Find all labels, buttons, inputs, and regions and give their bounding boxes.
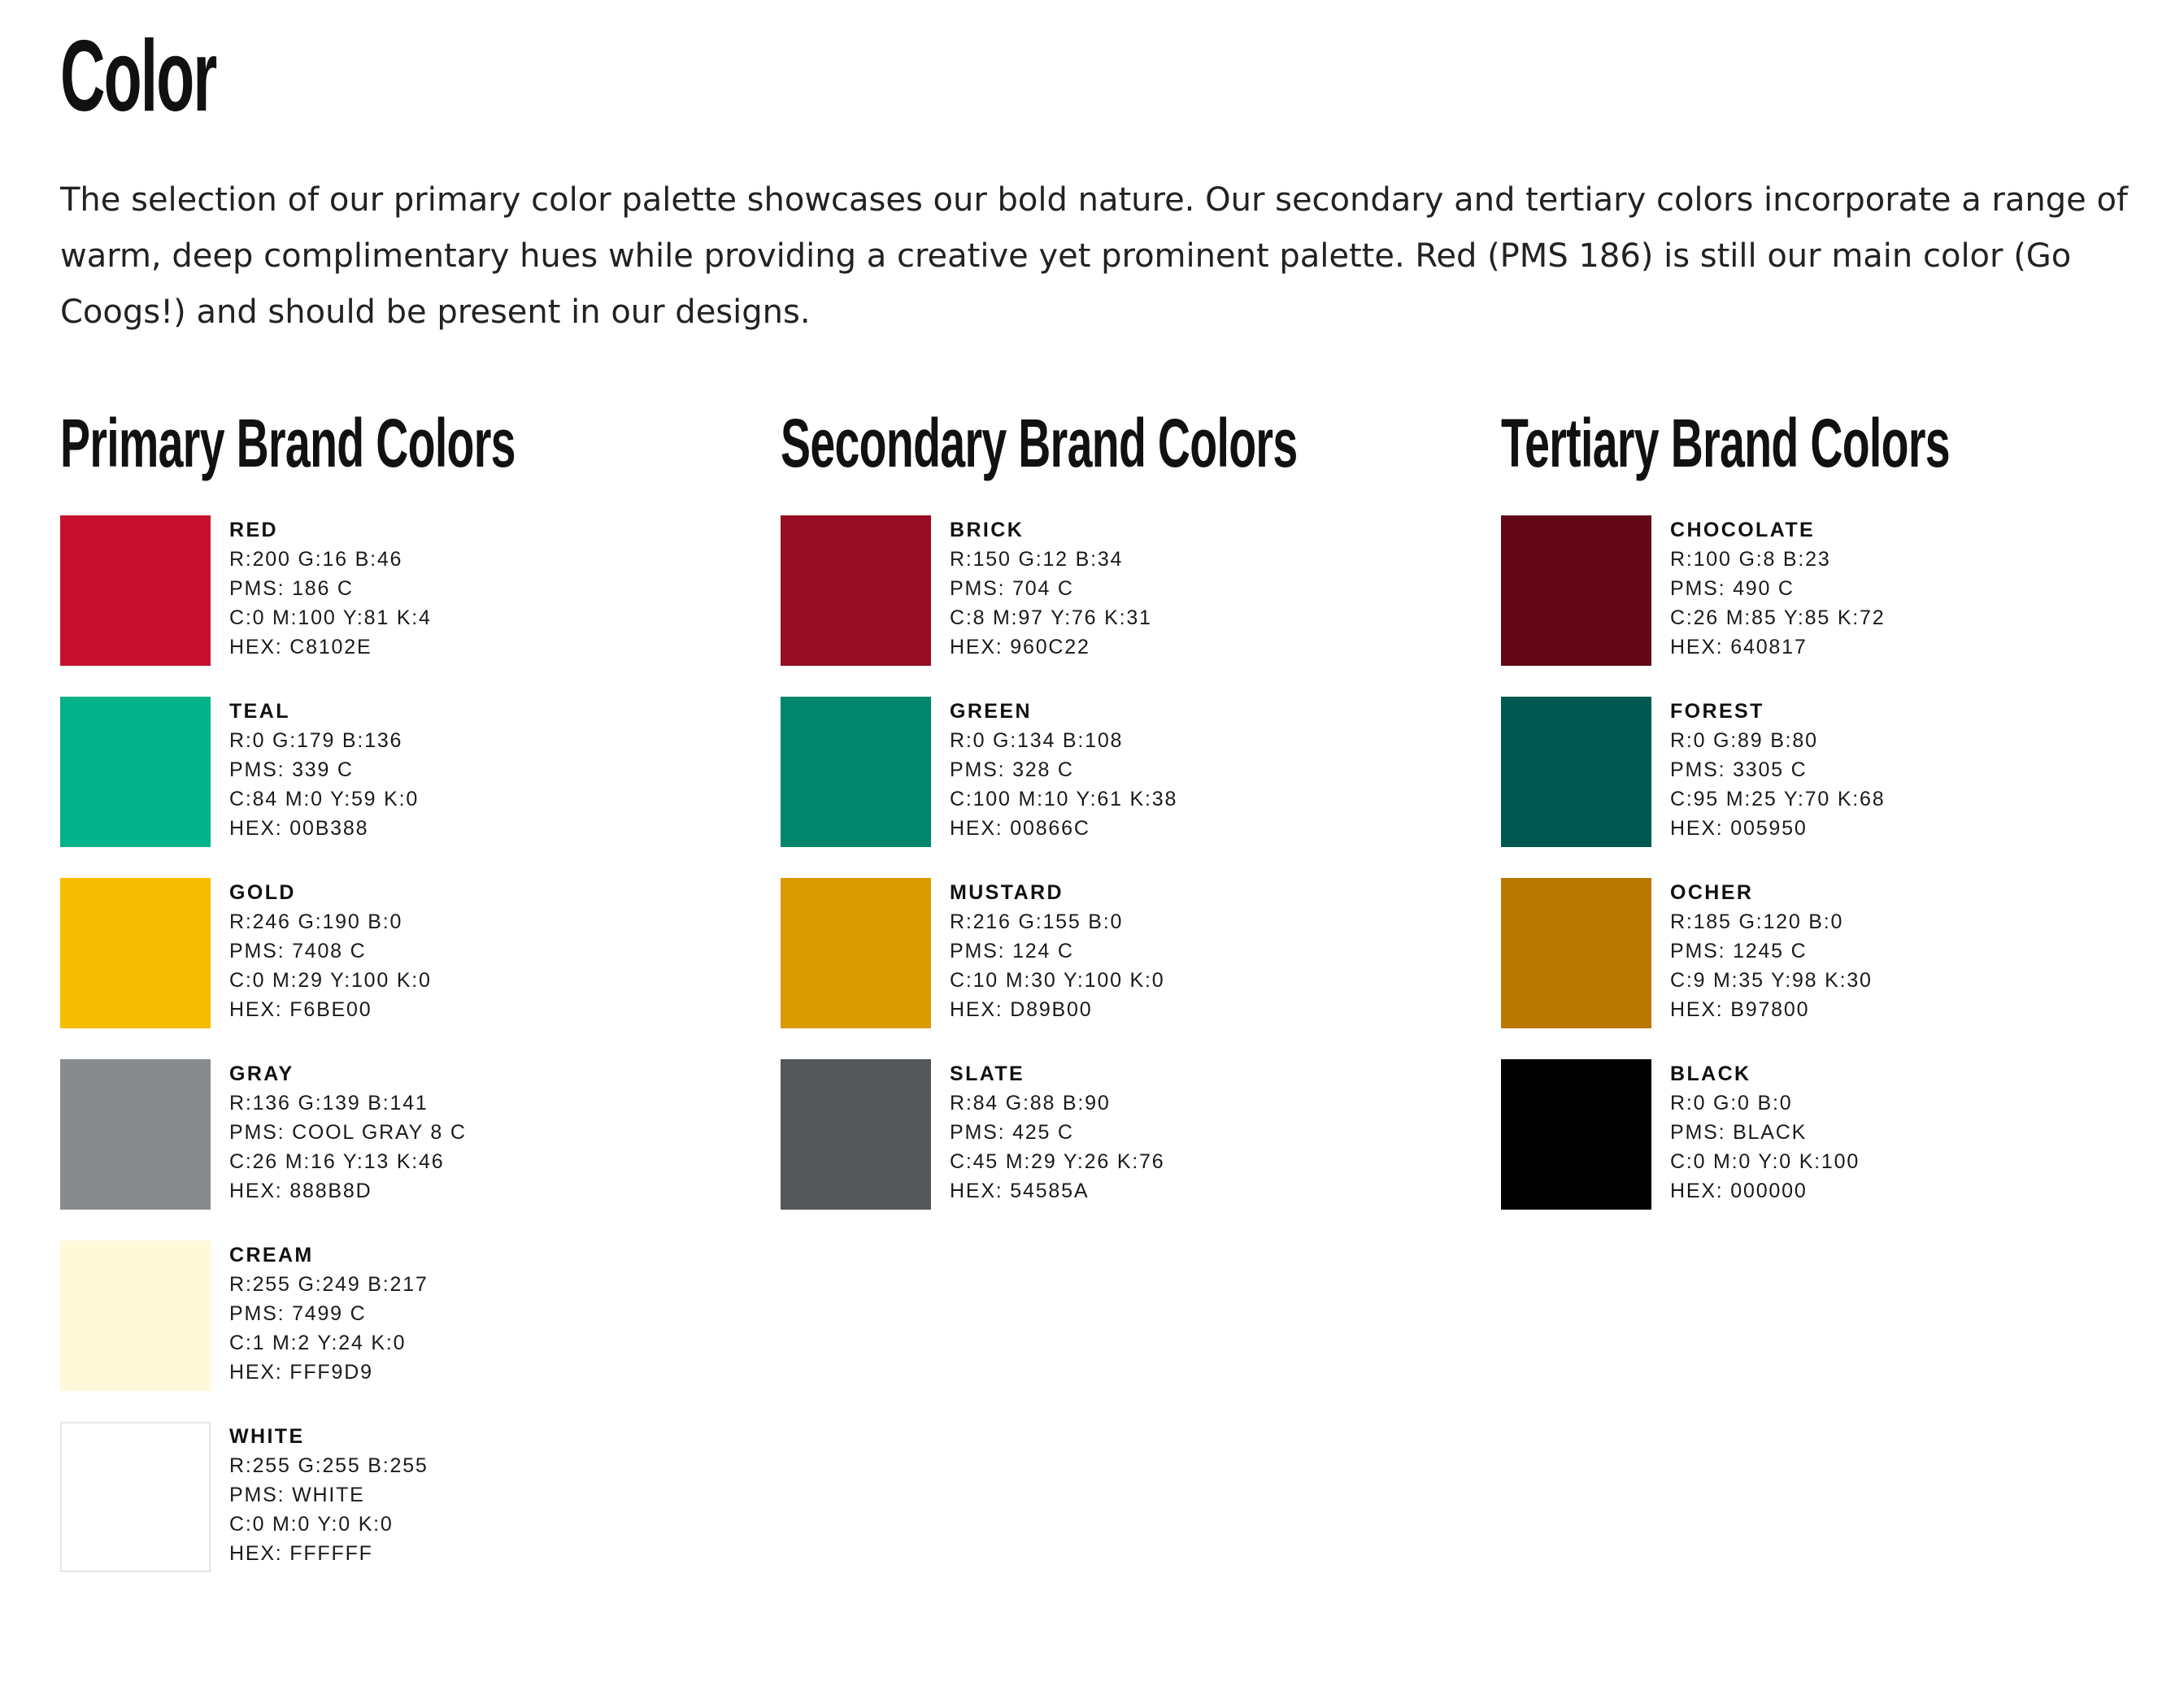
- color-hex: HEX: B97800: [1670, 998, 1810, 1021]
- color-rgb: R:0 G:179 B:136: [229, 729, 403, 752]
- color-info-ocher: [1670, 878, 1873, 1024]
- color-hex: HEX: F6BE00: [229, 998, 372, 1021]
- swatch-green: [781, 697, 931, 847]
- color-cmyk: C:100 M:10 Y:61 K:38: [950, 788, 1178, 810]
- color-cmyk: C:0 M:100 Y:81 K:4: [229, 606, 432, 629]
- color-rgb: R:150 G:12 B:34: [950, 548, 1124, 571]
- color-cmyk: C:45 M:29 Y:26 K:76: [950, 1150, 1165, 1173]
- color-name: FOREST: [1670, 700, 1764, 723]
- color-name: GREEN: [950, 700, 1032, 723]
- color-name: BRICK: [950, 519, 1025, 541]
- color-cmyk: C:8 M:97 Y:76 K:31: [950, 606, 1152, 629]
- swatch-black: [1501, 1059, 1651, 1210]
- color-cmyk: C:0 M:29 Y:100 K:0: [229, 969, 432, 992]
- color-rgb: R:0 G:89 B:80: [1670, 729, 1818, 752]
- color-entry-gold: [60, 878, 776, 1028]
- color-pms: PMS: COOL GRAY 8 C: [229, 1121, 467, 1144]
- color-info-black: [1670, 1059, 1860, 1206]
- color-entry-black: [1501, 1059, 2184, 1210]
- color-hex: HEX: 54585A: [950, 1180, 1090, 1202]
- color-cmyk: C:84 M:0 Y:59 K:0: [229, 788, 420, 810]
- color-cmyk: C:0 M:0 Y:0 K:0: [229, 1513, 394, 1536]
- color-hex: HEX: D89B00: [950, 998, 1093, 1021]
- color-cmyk: C:10 M:30 Y:100 K:0: [950, 969, 1165, 992]
- color-entry-cream: [60, 1241, 776, 1391]
- primary-swatch-list: [60, 515, 776, 1603]
- color-name: TEAL: [229, 700, 290, 723]
- color-cmyk: C:1 M:2 Y:24 K:0: [229, 1332, 407, 1354]
- color-name: WHITE: [229, 1425, 305, 1448]
- color-info-gold: [229, 878, 432, 1024]
- color-name: BLACK: [1670, 1062, 1751, 1085]
- color-cmyk: C:95 M:25 Y:70 K:68: [1670, 788, 1886, 810]
- color-info-chocolate: [1670, 515, 1885, 662]
- color-pms: PMS: 7408 C: [229, 940, 367, 962]
- color-entry-green: [781, 697, 1496, 847]
- color-pms: PMS: 490 C: [1670, 577, 1795, 600]
- secondary-colors-section: [781, 398, 1496, 1202]
- swatch-red: [60, 515, 211, 666]
- color-pms: PMS: BLACK: [1670, 1121, 1808, 1144]
- color-pms: PMS: 339 C: [229, 758, 354, 781]
- color-cmyk: C:26 M:85 Y:85 K:72: [1670, 606, 1886, 629]
- color-name: RED: [229, 519, 278, 541]
- color-rgb: R:255 G:249 B:217: [229, 1273, 429, 1296]
- color-hex: HEX: 640817: [1670, 636, 1808, 658]
- color-hex: HEX: 000000: [1670, 1180, 1808, 1202]
- swatch-ocher: [1501, 878, 1651, 1028]
- secondary-swatch-list: [781, 515, 1496, 1241]
- color-rgb: R:185 G:120 B:0: [1670, 910, 1844, 933]
- primary-colors-heading: Primary Brand Colors: [60, 405, 516, 481]
- color-pms: PMS: 425 C: [950, 1121, 1074, 1144]
- color-info-mustard: [950, 878, 1164, 1024]
- color-entry-forest: [1501, 697, 2184, 847]
- color-hex: HEX: 00866C: [950, 817, 1090, 840]
- color-info-cream: [229, 1241, 429, 1387]
- color-hex: HEX: 00B388: [229, 817, 369, 840]
- swatch-cream: [60, 1241, 211, 1391]
- color-info-teal: [229, 697, 419, 843]
- color-name: SLATE: [950, 1062, 1025, 1085]
- tertiary-colors-heading: Tertiary Brand Colors: [1501, 405, 1950, 481]
- swatch-brick: [781, 515, 931, 666]
- color-info-red: [229, 515, 432, 662]
- page-title: Color: [60, 20, 216, 133]
- color-info-forest: [1670, 697, 1885, 843]
- color-name: OCHER: [1670, 881, 1754, 904]
- color-entry-ocher: [1501, 878, 2184, 1028]
- swatch-forest: [1501, 697, 1651, 847]
- color-name: GOLD: [229, 881, 296, 904]
- color-pms: PMS: 1245 C: [1670, 940, 1808, 962]
- color-hex: HEX: FFF9D9: [229, 1361, 373, 1384]
- color-cmyk: C:9 M:35 Y:98 K:30: [1670, 969, 1873, 992]
- color-rgb: R:84 G:88 B:90: [950, 1092, 1111, 1115]
- color-name: CREAM: [229, 1244, 314, 1267]
- color-name: CHOCOLATE: [1670, 519, 1816, 541]
- color-rgb: R:100 G:8 B:23: [1670, 548, 1831, 571]
- color-name: MUSTARD: [950, 881, 1064, 904]
- color-hex: HEX: 005950: [1670, 817, 1808, 840]
- color-cmyk: C:26 M:16 Y:13 K:46: [229, 1150, 445, 1173]
- color-cmyk: C:0 M:0 Y:0 K:100: [1670, 1150, 1860, 1173]
- swatch-chocolate: [1501, 515, 1651, 666]
- color-pms: PMS: 704 C: [950, 577, 1074, 600]
- intro-paragraph: The selection of our primary color palette showcases our bold nature. Our secondary and tertiary colors incorporate a range of warm, deep complimentary hues while providing a creative yet prominent palette. Red (PMS 186) is still our main color (Go Coogs!) and should be present in our designs.: [60, 181, 2129, 331]
- color-rgb: R:246 G:190 B:0: [229, 910, 403, 933]
- color-entry-red: [60, 515, 776, 666]
- color-entry-mustard: [781, 878, 1496, 1028]
- color-info-slate: [950, 1059, 1164, 1206]
- secondary-colors-heading: Secondary Brand Colors: [781, 405, 1298, 481]
- color-entry-brick: [781, 515, 1496, 666]
- color-hex: HEX: 960C22: [950, 636, 1090, 658]
- color-hex: HEX: C8102E: [229, 636, 372, 658]
- color-pms: PMS: WHITE: [229, 1484, 365, 1506]
- color-info-gray: [229, 1059, 467, 1206]
- color-pms: PMS: 124 C: [950, 940, 1074, 962]
- color-pms: PMS: 7499 C: [229, 1302, 367, 1325]
- color-rgb: R:136 G:139 B:141: [229, 1092, 429, 1115]
- color-hex: HEX: 888B8D: [229, 1180, 372, 1202]
- swatch-gray: [60, 1059, 211, 1210]
- tertiary-colors-section: [1501, 398, 2184, 1202]
- color-rgb: R:0 G:134 B:108: [950, 729, 1124, 752]
- swatch-gold: [60, 878, 211, 1028]
- color-info-white: [229, 1422, 429, 1568]
- swatch-teal: [60, 697, 211, 847]
- color-entry-chocolate: [1501, 515, 2184, 666]
- color-pms: PMS: 328 C: [950, 758, 1074, 781]
- swatch-white: [60, 1422, 211, 1572]
- color-rgb: R:255 G:255 B:255: [229, 1454, 429, 1477]
- color-pms: PMS: 3305 C: [1670, 758, 1808, 781]
- color-entry-white: [60, 1422, 776, 1572]
- color-info-green: [950, 697, 1177, 843]
- primary-colors-section: [60, 398, 776, 1565]
- color-entry-teal: [60, 697, 776, 847]
- swatch-slate: [781, 1059, 931, 1210]
- color-hex: HEX: FFFFFF: [229, 1542, 373, 1565]
- tertiary-swatch-list: [1501, 515, 2184, 1241]
- color-rgb: R:0 G:0 B:0: [1670, 1092, 1793, 1115]
- color-pms: PMS: 186 C: [229, 577, 354, 600]
- color-name: GRAY: [229, 1062, 294, 1085]
- color-rgb: R:216 G:155 B:0: [950, 910, 1124, 933]
- color-info-brick: [950, 515, 1152, 662]
- color-entry-gray: [60, 1059, 776, 1210]
- color-entry-slate: [781, 1059, 1496, 1210]
- color-rgb: R:200 G:16 B:46: [229, 548, 403, 571]
- swatch-mustard: [781, 878, 931, 1028]
